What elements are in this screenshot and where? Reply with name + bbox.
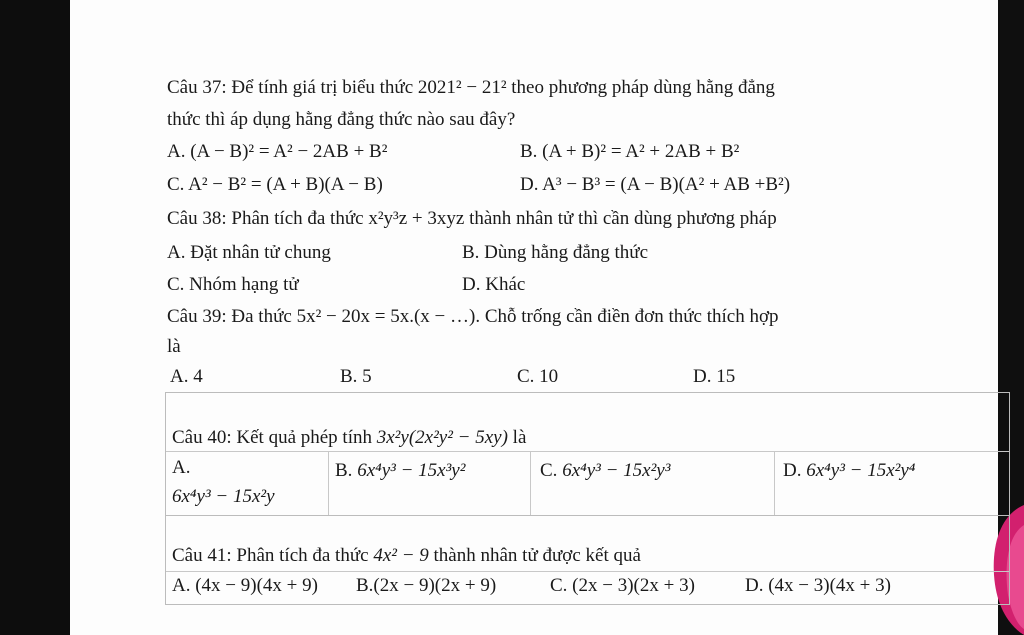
q40-option-d: D. 6x⁴y³ − 15x²y⁴ <box>783 460 916 481</box>
q40-option-c: C. 6x⁴y³ − 15x²y³ <box>540 460 671 481</box>
q41-stem: Câu 41: Phân tích đa thức 4x² − 9 thành nhân tử được kết quả <box>172 545 641 566</box>
q38-option-c: C. Nhóm hạng tử <box>167 274 299 295</box>
q41-option-d: D. (4x − 3)(4x + 3) <box>745 575 891 596</box>
q41-option-a: A. (4x − 9)(4x + 9) <box>172 575 318 596</box>
screen-left-edge <box>0 0 70 635</box>
q41-option-b: B.(2x − 9)(2x + 9) <box>356 575 497 596</box>
q37-option-b: B. (A + B)² = A² + 2AB + B² <box>520 141 740 162</box>
q40-option-a-label: A. <box>172 457 191 478</box>
q39-option-b: B. 5 <box>340 366 372 387</box>
q37-option-c: C. A² − B² = (A + B)(A − B) <box>167 174 383 195</box>
q39-line2: là <box>167 336 181 357</box>
q39-option-c: C. 10 <box>517 366 559 387</box>
q39-option-d: D. 15 <box>693 366 736 387</box>
q40-stem: Câu 40: Kết quả phép tính 3x²y(2x²y² − 5xy) là <box>172 427 527 448</box>
q37-option-d: D. A³ − B³ = (A − B)(A² + AB +B²) <box>520 174 791 195</box>
q39-option-a: A. 4 <box>170 366 203 387</box>
q37-option-a: A. (A − B)² = A² − 2AB + B² <box>167 141 388 162</box>
q38-option-b: B. Dùng hằng đẳng thức <box>462 242 649 263</box>
q37-line2: thức thì áp dụng hằng đẳng thức nào sau đây? <box>167 109 516 130</box>
q38-option-a: A. Đặt nhân tử chung <box>167 242 331 263</box>
q38-option-d: D. Khác <box>462 274 526 295</box>
q41-option-c: C. (2x − 3)(2x + 3) <box>550 575 695 596</box>
q37-line1: Câu 37: Để tính giá trị biểu thức 2021² − 21² theo phương pháp dùng hằng đẳng <box>167 77 775 98</box>
q40-table <box>165 392 1010 516</box>
q38-line1: Câu 38: Phân tích đa thức x²y³z + 3xyz thành nhân tử thì cần dùng phương pháp <box>167 208 777 229</box>
q40-option-a-expr: 6x⁴y³ − 15x²y <box>172 486 275 507</box>
q40-option-b: B. 6x⁴y³ − 15x³y² <box>335 460 466 481</box>
q39-line1: Câu 39: Đa thức 5x² − 20x = 5x.(x − …). Chỗ trống cần điền đơn thức thích hợp <box>167 306 779 327</box>
